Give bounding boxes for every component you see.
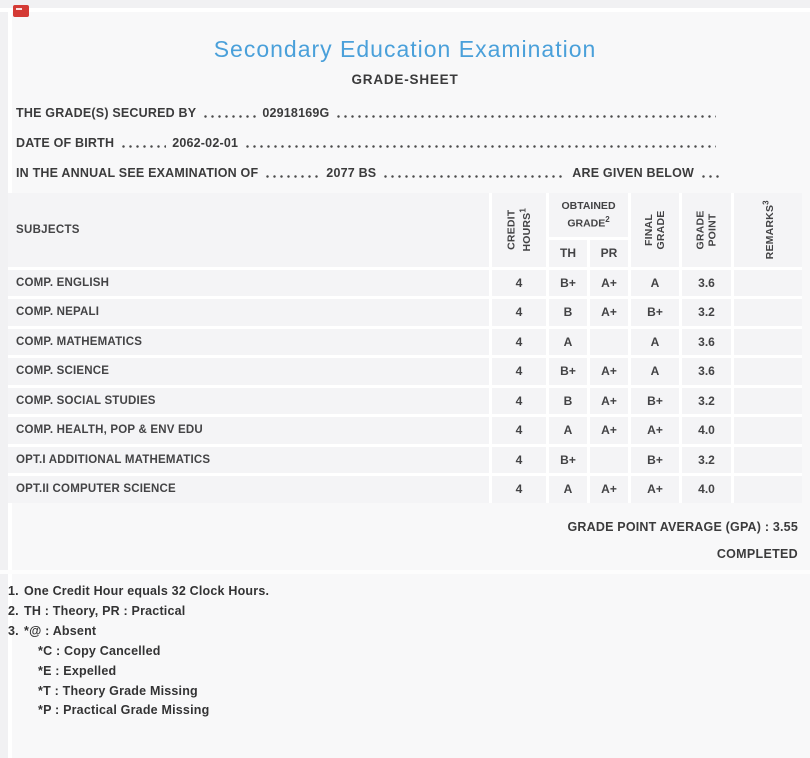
column-header-credit-hours: CREDIT HOURS$^1$ — [492, 193, 546, 267]
footnote: 3. *@ : Absent — [8, 623, 97, 638]
final-grade-cell: A — [631, 358, 679, 385]
final-grade-cell: A+ — [631, 476, 679, 503]
subject-cell: COMP. HEALTH, POP & ENV EDU — [8, 417, 489, 444]
dotted-filler — [202, 115, 256, 118]
final-grade-cell: B+ — [631, 447, 679, 474]
credit-hours-cell: 4 — [492, 388, 546, 415]
grade-point-cell: 3.6 — [682, 329, 731, 356]
pr-grade-cell — [590, 329, 628, 356]
remarks-cell — [734, 447, 802, 474]
final-grade-cell: A — [631, 270, 679, 297]
subject-cell: OPT.I ADDITIONAL MATHEMATICS — [8, 447, 489, 474]
final-grade-cell: A+ — [631, 417, 679, 444]
credit-hours-cell: 4 — [492, 358, 546, 385]
credit-hours-cell: 4 — [492, 447, 546, 474]
page-title: Secondary Education Examination — [213, 36, 597, 62]
subject-cell: COMP. SOCIAL STUDIES — [8, 388, 489, 415]
pr-grade-cell: A+ — [590, 299, 628, 326]
info-label: IN THE ANNUAL SEE EXAMINATION OF — [16, 166, 259, 180]
footnote: *C : Copy Cancelled — [38, 643, 161, 658]
remarks-cell — [734, 388, 802, 415]
subject-cell: OPT.II COMPUTER SCIENCE — [8, 476, 489, 503]
final-grade-cell: A — [631, 329, 679, 356]
dotted-filler — [700, 175, 722, 178]
red-flag-icon — [13, 5, 29, 17]
th-grade-cell: A — [549, 329, 587, 356]
footnote: *P : Practical Grade Missing — [38, 703, 210, 718]
column-header-subjects: SUBJECTS — [8, 193, 489, 267]
pr-grade-cell: A+ — [590, 270, 628, 297]
symbol-number-value: 02918169G — [262, 106, 330, 120]
remarks-cell — [734, 329, 802, 356]
subject-cell: COMP. SCIENCE — [8, 358, 489, 385]
th-grade-cell: B+ — [549, 270, 587, 297]
info-suffix: ARE GIVEN BELOW — [572, 166, 694, 180]
info-line-grades-secured-by — [16, 98, 722, 128]
footnote: 1. One Credit Hour equals 32 Clock Hours. — [8, 584, 270, 598]
pr-grade-cell: A+ — [590, 476, 628, 503]
page-margin-top — [0, 0, 810, 8]
summary-section — [567, 520, 798, 561]
credit-hours-cell: 4 — [492, 329, 546, 356]
student-info-section — [16, 98, 722, 188]
column-header-grade-point: GRADE POINT — [682, 193, 731, 267]
column-header-obtained-grade: OBTAINED GRADE$^2$ — [549, 193, 628, 237]
info-label: DATE OF BIRTH — [16, 136, 115, 150]
th-grade-cell: A — [549, 417, 587, 444]
credit-hours-cell: 4 — [492, 417, 546, 444]
remarks-cell — [734, 476, 802, 503]
column-header-th: TH — [549, 240, 587, 267]
credit-hours-cell: 4 — [492, 299, 546, 326]
page-margin-left — [0, 0, 8, 758]
final-grade-cell: B+ — [631, 299, 679, 326]
remarks-cell — [734, 299, 802, 326]
date-of-birth-value: 2062-02-01 — [172, 136, 239, 150]
subject-cell: COMP. MATHEMATICS — [8, 329, 489, 356]
th-grade-cell: B — [549, 299, 587, 326]
final-grade-cell: B+ — [631, 388, 679, 415]
subject-cell: COMP. ENGLISH — [8, 270, 489, 297]
th-grade-cell: B — [549, 388, 587, 415]
info-label: THE GRADE(S) SECURED BY — [16, 106, 197, 120]
section-divider — [0, 570, 810, 574]
grade-point-cell: 3.2 — [682, 447, 731, 474]
credit-hours-cell: 4 — [492, 270, 546, 297]
sheet-frame-top — [0, 8, 810, 12]
subject-cell: COMP. NEPALI — [8, 299, 489, 326]
th-grade-cell: B+ — [549, 447, 587, 474]
pr-grade-cell — [590, 447, 628, 474]
footnote: *E : Expelled — [38, 663, 117, 678]
dotted-filler — [264, 175, 320, 178]
dotted-filler — [335, 115, 716, 118]
footnote: 2. TH : Theory, PR : Practical — [8, 603, 186, 618]
grade-point-cell: 3.6 — [682, 358, 731, 385]
remarks-cell — [734, 358, 802, 385]
dotted-filler — [244, 145, 716, 148]
info-line-date-of-birth — [16, 128, 722, 158]
info-line-examination-year — [16, 158, 722, 188]
dotted-filler — [382, 175, 566, 178]
remarks-cell — [734, 417, 802, 444]
column-header-final-grade: FINAL GRADE — [631, 193, 679, 267]
footnote: *T : Theory Grade Missing — [38, 683, 198, 698]
remarks-cell — [734, 270, 802, 297]
grade-point-cell: 3.2 — [682, 388, 731, 415]
grade-point-cell: 3.6 — [682, 270, 731, 297]
status-completed: COMPLETED — [716, 547, 798, 561]
grade-point-cell: 4.0 — [682, 476, 731, 503]
grades-table — [8, 193, 802, 503]
grade-point-cell: 3.2 — [682, 299, 731, 326]
grade-point-cell: 4.0 — [682, 417, 731, 444]
th-grade-cell: A — [549, 476, 587, 503]
th-grade-cell: B+ — [549, 358, 587, 385]
credit-hours-cell: 4 — [492, 476, 546, 503]
exam-year-value: 2077 BS — [326, 166, 377, 180]
dotted-filler — [120, 145, 166, 148]
footnotes-section — [8, 582, 508, 721]
pr-grade-cell: A+ — [590, 388, 628, 415]
column-header-pr: PR — [590, 240, 628, 267]
pr-grade-cell: A+ — [590, 358, 628, 385]
pr-grade-cell: A+ — [590, 417, 628, 444]
gpa-value-line: GRADE POINT AVERAGE (GPA) : 3.55 — [567, 520, 798, 534]
column-header-remarks: REMARKS$^3$ — [734, 193, 802, 267]
document-subtitle: GRADE-SHEET — [351, 72, 459, 87]
